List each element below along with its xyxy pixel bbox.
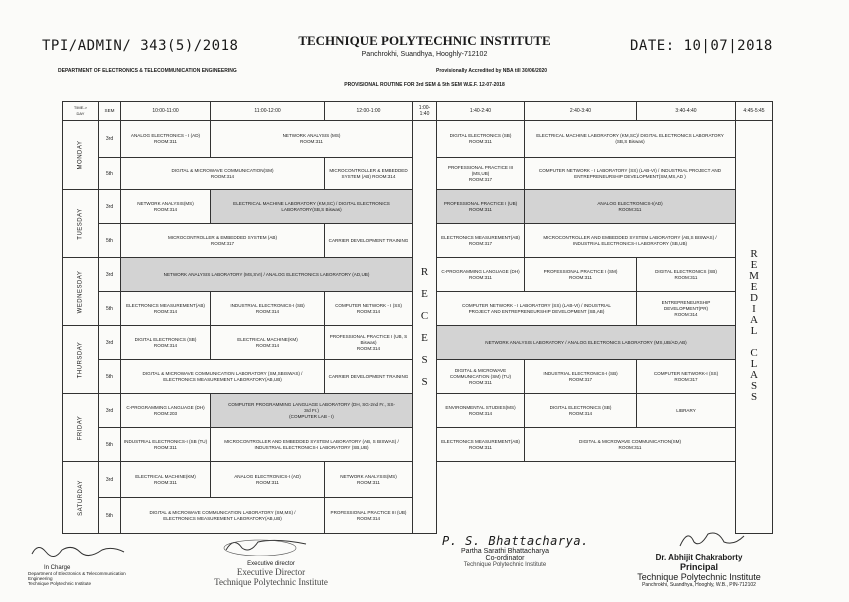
day-label-cell bbox=[62, 189, 99, 258]
class-cell bbox=[436, 291, 637, 326]
class-cell-line: ROOM:311 bbox=[300, 139, 323, 144]
sem-cell bbox=[98, 461, 121, 498]
class-cell-line: DIGITAL & MICROWAVE COMMUNICATION(SM) bbox=[579, 438, 681, 444]
class-cell-line: PROJECT AND ENTREPRENEURSHIP DEVELOPMENT (SB,AB) bbox=[468, 308, 605, 314]
day-label-cell bbox=[62, 120, 99, 190]
class-cell-line: ELECTRICAL MACHINE(KM) bbox=[135, 473, 196, 479]
class-cell-line: MICROCONTROLLER & EMBEDDED bbox=[329, 167, 408, 173]
principal-address: Panchrokhi, Suandhya, Hooghly, W.B., PIN-712102 bbox=[642, 582, 756, 588]
class-cell-line: ROOM:311 bbox=[154, 139, 177, 144]
class-cell bbox=[524, 223, 736, 258]
class-cell-line: INDUSTRIAL ELECTRONICS-I LABORATORY (SB,UB) bbox=[254, 444, 369, 450]
class-cell-line: PROFESSIONAL PRACTICE I (UB, S bbox=[329, 333, 408, 339]
class-cell-line: LIBRARY bbox=[676, 407, 696, 413]
sem-cell bbox=[98, 325, 121, 360]
class-cell-line: DIGITAL ELECTRONICS (SB) bbox=[549, 404, 612, 410]
time-slot-header bbox=[324, 101, 413, 121]
class-cell-line: PROFESSIONAL PRACTICE I (SM) bbox=[543, 268, 618, 274]
class-cell bbox=[524, 359, 637, 394]
class-cell-line: ROOM:317 bbox=[468, 176, 493, 182]
class-cell-line: ROOM:314 bbox=[153, 342, 178, 348]
class-cell-line: ELECTRICAL MACHINE(KM) bbox=[237, 336, 298, 342]
class-cell-line: PROFESSIONAL PRACTICE III bbox=[447, 164, 514, 170]
day-label-cell bbox=[62, 325, 99, 394]
class-cell bbox=[120, 223, 325, 258]
time-slot-header bbox=[120, 101, 211, 121]
class-cell-line: ROOM:317 bbox=[674, 376, 698, 382]
class-cell bbox=[436, 427, 525, 462]
sem-label: 5th bbox=[106, 305, 113, 312]
class-cell-line: DIGITAL & MICROWAVE COMMUNICATION LABORATORY (SM,SBISWAS) / bbox=[142, 370, 303, 376]
sem-cell bbox=[98, 157, 121, 190]
class-cell bbox=[210, 120, 413, 158]
class-cell-line: ROOM:317 bbox=[210, 240, 235, 246]
class-cell bbox=[324, 223, 413, 258]
class-cell bbox=[210, 427, 413, 462]
class-cell-line: ELECTRICAL MACHINE LABORATORY (KM,SC) / DIGITAL ELECTRONICS bbox=[233, 200, 390, 206]
time-slot-header bbox=[524, 101, 637, 121]
time-slot-header bbox=[735, 101, 773, 121]
class-cell-line: (COMPUTER LAB - I) bbox=[289, 413, 334, 419]
principal-title: Principal bbox=[679, 562, 718, 572]
routine-title: PROVISIONAL ROUTINE FOR 3rd SEM & 5th SEM W.E.F. 12-07-2018 bbox=[344, 82, 505, 88]
sem-cell bbox=[98, 359, 121, 394]
class-cell-line: ANALOG ELECTRONICS - I (AD) bbox=[130, 133, 201, 138]
remedial-letter: D bbox=[750, 292, 758, 304]
class-cell-line: ROOM:311 bbox=[469, 444, 492, 450]
class-cell bbox=[210, 461, 325, 498]
day-label-cell bbox=[62, 257, 99, 326]
principal-institute: Technique Polytechnic Institute bbox=[637, 572, 761, 582]
class-cell-line: C-PROGRAMMING LANGUAGE (DH) bbox=[441, 268, 520, 274]
class-cell-line: INDUSTRIAL ELECTRONICS-I (SB) bbox=[230, 302, 305, 308]
class-cell-line: DIGITAL & MICROWAVE COMMUNICATION LABORATORY (SM,MS) / bbox=[149, 509, 296, 515]
class-cell bbox=[436, 157, 525, 190]
sem-label: 3rd bbox=[105, 339, 114, 346]
class-cell bbox=[436, 120, 525, 158]
recess-letter: E bbox=[421, 332, 428, 344]
class-cell-line: ROOM:314 bbox=[255, 342, 280, 348]
class-cell bbox=[324, 325, 413, 360]
time-slot-header bbox=[412, 101, 437, 121]
class-cell-line: COMMUNICATION (SM) (TU) bbox=[449, 373, 512, 379]
remedial-letter: E bbox=[750, 281, 758, 293]
class-cell-line: COMPUTER PROGRAMMING LANGUAGE LABORATORY (DH, SG-2nd Fr., SS- bbox=[228, 401, 395, 407]
class-cell-line: ANALOG ELECTRONICS-I(AD) bbox=[597, 200, 663, 206]
time-slot-header bbox=[210, 101, 325, 121]
class-cell-line: ROOM:311 bbox=[469, 139, 492, 144]
class-cell-line: ROOM:314 bbox=[356, 308, 381, 314]
coordinator-name: Partha Sarathi Bhattacharya bbox=[461, 548, 549, 555]
class-cell bbox=[524, 120, 736, 158]
class-cell bbox=[120, 393, 211, 428]
day-label-cell bbox=[62, 393, 99, 462]
day-label-cell bbox=[62, 461, 99, 534]
signature-in-charge bbox=[28, 540, 148, 586]
class-cell bbox=[120, 257, 413, 292]
recess-letter: S bbox=[421, 354, 428, 366]
class-cell-line: ROOM:317 bbox=[468, 240, 493, 246]
class-cell-line: (SB,S Biswas) bbox=[615, 139, 645, 144]
class-cell-line: ROOM:314 bbox=[356, 345, 381, 351]
remedial-letter: L bbox=[750, 325, 758, 337]
remedial-letter: M bbox=[749, 270, 759, 282]
remedial-letter: A bbox=[750, 369, 758, 381]
class-cell-line: ROOM:311 bbox=[154, 479, 177, 485]
class-cell-line: MICROCONTROLLER AND EMBEDDED SYSTEM LABORATORY (AB,S BISWAS) / bbox=[543, 234, 717, 240]
class-cell bbox=[436, 189, 525, 224]
class-cell-line: ROOM:314 bbox=[468, 410, 493, 416]
class-cell bbox=[120, 291, 211, 326]
class-cell-line: C-PROGRAMMING LANGUAGE (DH) bbox=[126, 404, 205, 410]
class-cell bbox=[524, 157, 736, 190]
sem-label: 3rd bbox=[105, 271, 114, 278]
class-cell-line: ROOM:311 bbox=[357, 479, 380, 485]
time-slot-label: 2:40-3:40 bbox=[569, 108, 592, 114]
day-label: FRIDAY bbox=[77, 415, 84, 440]
class-cell bbox=[120, 427, 211, 462]
handwritten-signature-1 bbox=[28, 540, 138, 560]
class-cell bbox=[524, 189, 736, 224]
class-cell-line: DIGITAL ELECTRONICS (SB) bbox=[655, 268, 717, 274]
class-cell-line: ROOM:311 bbox=[618, 206, 642, 212]
class-cell-line: ROOM:314 bbox=[568, 410, 593, 416]
recess-letter: E bbox=[421, 288, 428, 300]
class-cell-line: 3rd Fr.) bbox=[304, 407, 319, 413]
class-cell-line: ELECTRONICS MEASUREMENT(AB) bbox=[441, 438, 520, 444]
class-cell bbox=[436, 325, 736, 360]
coordinator-institute: Technique Polytechnic Institute bbox=[463, 562, 547, 568]
class-cell bbox=[120, 189, 211, 224]
class-cell-line: COMPUTER NETWORK - I (SS) bbox=[335, 302, 402, 308]
sem-cell bbox=[98, 120, 121, 158]
class-cell-line: ROOM:314 bbox=[153, 308, 178, 314]
class-cell bbox=[120, 120, 211, 158]
class-cell bbox=[120, 325, 211, 360]
class-cell bbox=[120, 497, 325, 534]
class-cell bbox=[120, 359, 325, 394]
class-cell-line: Biswas) bbox=[360, 339, 377, 345]
class-cell-line: ROOM:311 bbox=[154, 444, 177, 450]
class-cell bbox=[436, 393, 525, 428]
class-cell bbox=[636, 359, 736, 394]
class-cell-line: ROOM:311 bbox=[469, 379, 492, 385]
class-cell-line: ROOM:311 bbox=[469, 274, 492, 280]
class-cell-line: NETWORK ANALYSIS (MS) bbox=[282, 133, 341, 138]
remedial-letter: C bbox=[750, 347, 758, 359]
class-cell-line: SYSTEM (AB) ROOM:314 bbox=[341, 173, 396, 179]
sem-cell bbox=[98, 393, 121, 428]
class-cell bbox=[324, 359, 413, 394]
class-cell bbox=[210, 291, 325, 326]
signature-principal bbox=[604, 528, 794, 588]
sem-cell bbox=[98, 291, 121, 326]
class-cell-line: ROOM:311 bbox=[674, 274, 698, 280]
sem-cell bbox=[98, 497, 121, 534]
remedial-letter: E bbox=[750, 259, 758, 271]
class-cell-line: ENTREPRENEURSHIP DEVELOPMENT(SM,MS,AD ) bbox=[574, 173, 686, 179]
sem-label: 3rd bbox=[105, 203, 114, 210]
class-cell-line: MICROCONTROLLER & EMBEDDED SYSTEM (AB) bbox=[168, 234, 277, 240]
sem-cell bbox=[98, 189, 121, 224]
in-charge-label: In Charge bbox=[44, 565, 71, 571]
class-cell-line: ELECTRONICS MEASUREMENT LABORATORY(AB,UB) bbox=[163, 376, 282, 382]
day-label: THURSDAY bbox=[77, 341, 84, 378]
class-cell-line: ENVIRONMENTAL STUDIES(MS) bbox=[445, 404, 516, 410]
sem-label: 5th bbox=[106, 237, 113, 244]
document-date: DATE: 10|07|2018 bbox=[630, 38, 773, 54]
reference-number: TPI/ADMIN/ 343(5)/2018 bbox=[42, 38, 239, 54]
day-label: MONDAY bbox=[77, 140, 84, 170]
class-cell bbox=[524, 393, 637, 428]
principal-name: Dr. Abhijit Chakraborty bbox=[655, 553, 743, 562]
remedial-class-column bbox=[735, 120, 773, 534]
remedial-letter: S bbox=[750, 391, 758, 403]
class-cell-line: NETWORK ANALYSIS(MS) bbox=[137, 200, 194, 206]
sem-header: SEM bbox=[104, 108, 115, 113]
class-cell-line: INDUSTRIAL ELECTRONICS-I (SB) bbox=[543, 370, 618, 376]
class-cell bbox=[210, 393, 413, 428]
coordinator-handwriting: P. S. Bhattacharya. bbox=[442, 534, 589, 548]
class-cell bbox=[636, 393, 736, 428]
handwritten-signature-4 bbox=[674, 528, 774, 548]
class-cell-line: ROOM:311 bbox=[256, 479, 279, 485]
class-cell bbox=[524, 427, 736, 462]
class-cell-line: COMPUTER NETWORK - I LABORATORY (SS) (LAB-VI) / INDUSTRIAL bbox=[462, 302, 611, 308]
department-name: DEPARTMENT OF ELECTRONICS & TELECOMMUNICATION ENGINEERING bbox=[58, 68, 237, 74]
class-cell bbox=[210, 325, 325, 360]
class-cell-line: DIGITAL & MICROWAVE bbox=[454, 367, 507, 373]
class-cell bbox=[436, 223, 525, 258]
remedial-letter: R bbox=[750, 248, 758, 260]
recess-letter: C bbox=[420, 310, 429, 322]
time-slot-label: 10:00-11:00 bbox=[152, 108, 179, 114]
class-cell-line: ROOM:311 bbox=[469, 206, 492, 212]
time-slot-label: 12:00-1:00 bbox=[356, 108, 381, 114]
class-cell-line: ELECTRONICS MEASUREMENT(AB) bbox=[126, 302, 205, 308]
time-slot-label: 1:00-1:40 bbox=[418, 105, 431, 117]
class-cell bbox=[324, 291, 413, 326]
class-cell-line: NETWORK ANALYSIS(MS) bbox=[340, 473, 397, 479]
sem-label: 3rd bbox=[105, 407, 114, 414]
time-slot-header bbox=[636, 101, 736, 121]
recess-letter: R bbox=[420, 266, 429, 278]
class-cell bbox=[120, 461, 211, 498]
class-cell-line: NETWORK ANALYSIS LABORATORY / ANALOG ELECTRONICS LABORATORY (MS,UB/AD,AB) bbox=[485, 339, 687, 345]
institute-address: Panchrokhi, Suandhya, Hooghly-712102 bbox=[361, 51, 488, 58]
class-cell-line: DIGITAL ELECTRONICS (SB) bbox=[134, 336, 197, 342]
class-cell-line: NETWORK ANALYSIS LABORATORY (MS,SVI) / ANALOG ELECTRONICS LABORATORY (AD,UB) bbox=[163, 271, 370, 277]
remedial-letter: L bbox=[750, 358, 758, 370]
day-label: TUESDAY bbox=[77, 207, 84, 240]
class-cell-line: MICROCONTROLLER AND EMBEDDED SYSTEM LABORATORY (AB, S BISWAS) / bbox=[224, 438, 399, 444]
signature-coordinator bbox=[420, 534, 590, 568]
remedial-letter: A bbox=[750, 314, 758, 326]
recess-column bbox=[412, 120, 437, 534]
class-cell-line: PROFESSIONAL PRACTICE III (UB) bbox=[330, 509, 407, 515]
class-cell-line: ANALOG ELECTRONICS-I (AD) bbox=[234, 473, 301, 479]
sem-cell bbox=[98, 257, 121, 292]
class-cell-line: COMPUTER NETWORK - I LABORATORY (SS) (LAB-VI) / INDUSTRIAL PROJECT AND bbox=[538, 167, 722, 173]
sem-label: 5th bbox=[106, 441, 113, 448]
class-cell-line: ROOM:314 bbox=[153, 206, 178, 212]
class-cell-line: ELECTRICAL MACHINE LABORATORY (KM,SC)/ DIGITAL ELECTRONICS LABORATORY bbox=[536, 133, 724, 138]
time-slot-label: 1:40-2:40 bbox=[469, 108, 492, 114]
class-cell-line: ROOM:314 bbox=[255, 308, 280, 314]
class-cell bbox=[436, 359, 525, 394]
time-slot-label: 4:45-5:45 bbox=[743, 108, 765, 114]
time-slot-label: 11:00-12:00 bbox=[254, 108, 281, 114]
institute-name: TECHNIQUE POLYTECHNIC INSTITUTE bbox=[298, 33, 551, 48]
coordinator-title: Co-ordinator bbox=[485, 555, 525, 562]
corner-label: TIME-> bbox=[73, 105, 88, 110]
class-cell-line: ROOM:311 bbox=[618, 444, 642, 450]
class-cell-line: ROOM:314 bbox=[356, 515, 381, 521]
class-cell bbox=[210, 189, 413, 224]
recess-letter: S bbox=[421, 376, 428, 388]
class-cell bbox=[636, 291, 736, 326]
class-cell bbox=[524, 257, 637, 292]
signature-executive-director bbox=[186, 534, 356, 587]
class-cell-line: CARRIER DEVELOPMENT TRAINING bbox=[328, 373, 409, 379]
class-cell-line: ROOM:314 bbox=[210, 173, 235, 179]
class-cell bbox=[324, 157, 413, 190]
class-cell-line: ENTREPRENEURSHIP DEVELOPMENT(PR) bbox=[661, 299, 711, 311]
class-cell-line: (MS,UB) bbox=[471, 170, 490, 176]
accreditation-note: Provisionally Accredited by NBA till 30/06/2020 bbox=[436, 68, 548, 74]
class-cell-line: ELECTRONICS MEASUREMENT(AB) bbox=[441, 234, 520, 240]
class-cell-line: ROOM:314 bbox=[674, 311, 698, 317]
class-cell-line: LABORATORY(SB,S Biswas) bbox=[281, 206, 342, 212]
sem-cell bbox=[98, 223, 121, 258]
in-charge-department: Department of Electronics & Telecommunication Engineering bbox=[28, 571, 126, 581]
remedial-letter: S bbox=[750, 380, 758, 392]
class-cell bbox=[120, 157, 325, 190]
class-cell-line: COMPUTER NETWORK-I (SS) bbox=[653, 370, 719, 376]
sem-cell bbox=[98, 427, 121, 462]
class-cell-line: INDUSTRIAL ELECTRONICS-I LABORATORY (SB,UB) bbox=[572, 240, 688, 246]
class-cell-line: ROOM:311 bbox=[569, 274, 592, 280]
class-cell bbox=[436, 257, 525, 292]
handwritten-signature-2 bbox=[186, 534, 326, 556]
day-label: SATURDAY bbox=[77, 479, 84, 516]
class-cell-line: INDUSTRIAL ELECTRONICS-I (SB (TU) bbox=[123, 438, 208, 444]
sem-label: 5th bbox=[106, 170, 113, 177]
class-cell-line: ROOM:317 bbox=[568, 376, 593, 382]
sem-label: 3rd bbox=[105, 136, 114, 142]
class-cell-line: CARRIER DEVELOPMENT TRAINING bbox=[328, 237, 409, 243]
in-charge-institute: Technique Polytechnic Institute bbox=[28, 581, 92, 586]
sem-label: 3rd bbox=[105, 476, 114, 483]
sem-label: 5th bbox=[106, 512, 113, 519]
class-cell-line: ROOM:203 bbox=[153, 410, 178, 416]
corner-label: DAY bbox=[76, 111, 85, 116]
time-slot-label: 3:40-4:40 bbox=[675, 108, 697, 114]
day-label: WEDNESDAY bbox=[77, 270, 84, 313]
class-cell bbox=[324, 461, 413, 498]
time-slot-header bbox=[436, 101, 525, 121]
corner-cell bbox=[62, 101, 99, 121]
remedial-letter: I bbox=[752, 303, 756, 315]
executive-director-title: Executive Director bbox=[236, 567, 306, 577]
class-cell bbox=[324, 497, 413, 534]
class-cell-line: DIGITAL & MICROWAVE COMMUNICATION(SM) bbox=[171, 167, 274, 173]
class-cell-line: ELECTRONICS MEASUREMENT LABORATORY(AB,UB) bbox=[163, 515, 282, 521]
executive-director-label: Executive director bbox=[247, 561, 295, 567]
class-cell-line: DIGITAL ELECTRONICS (SB) bbox=[449, 133, 512, 138]
sem-label: 5th bbox=[106, 373, 113, 380]
sem-header-cell bbox=[98, 101, 121, 121]
class-cell bbox=[636, 257, 736, 292]
class-cell-line: PROFESSIONAL PRACTICE I (UB) bbox=[443, 200, 518, 206]
executive-director-institute: Technique Polytechnic Institute bbox=[214, 577, 328, 587]
